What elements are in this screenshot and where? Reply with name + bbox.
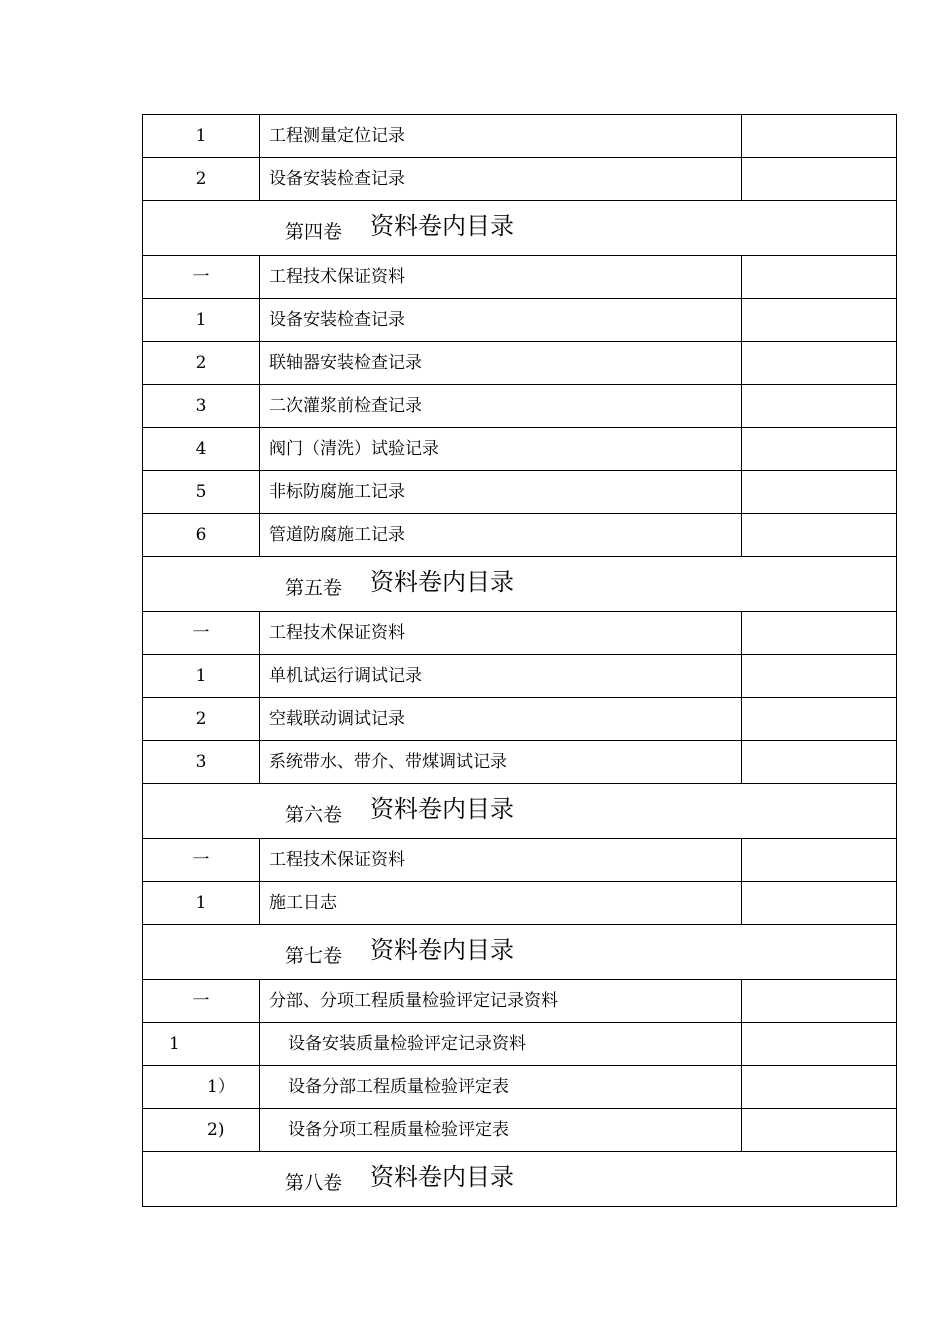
item-extra-cell [742,1109,897,1152]
item-number: 1 [143,655,260,698]
table-row [143,514,897,557]
volume-title: 资料卷内目录 [370,1163,515,1191]
item-title: 工程技术保证资料 [260,612,742,655]
contents-table [142,114,897,1207]
item-title: 设备分项工程质量检验评定表 [260,1109,742,1152]
table-row [143,698,897,741]
item-extra-cell [742,655,897,698]
volume-header-cell [143,784,897,839]
item-number: 5 [143,471,260,514]
item-extra-cell [742,428,897,471]
item-extra-cell [742,698,897,741]
table-row [143,882,897,925]
item-title: 施工日志 [260,882,742,925]
volume-number: 第七卷 [285,944,343,967]
item-title: 系统带水、带介、带煤调试记录 [260,741,742,784]
item-number: 3 [143,385,260,428]
item-number: 2) [143,1109,260,1152]
volume-header-row [143,925,897,980]
item-title: 分部、分项工程质量检验评定记录资料 [260,980,742,1023]
table-row [143,980,897,1023]
table-row [143,655,897,698]
item-title: 联轴器安装检查记录 [260,342,742,385]
item-number: 一 [143,839,260,882]
table-row [143,385,897,428]
table-row [143,612,897,655]
item-title: 阀门（清洗）试验记录 [260,428,742,471]
table-row [143,256,897,299]
volume-title: 资料卷内目录 [370,795,515,823]
item-title: 空载联动调试记录 [260,698,742,741]
volume-title: 资料卷内目录 [370,936,515,964]
volume-number: 第五卷 [285,576,343,599]
item-extra-cell [742,1066,897,1109]
table-row [143,741,897,784]
item-extra-cell [742,256,897,299]
item-extra-cell [742,115,897,158]
volume-header-cell [143,1152,897,1207]
volume-title: 资料卷内目录 [370,212,515,240]
item-extra-cell [742,839,897,882]
item-number: 2 [143,342,260,385]
item-number: 2 [143,698,260,741]
item-number: 一 [143,980,260,1023]
item-title: 设备安装检查记录 [260,158,742,201]
item-number: 1 [143,1023,260,1066]
table-row [143,1023,897,1066]
volume-header-cell [143,201,897,256]
item-number: 1 [143,115,260,158]
volume-header-row [143,557,897,612]
table-row [143,471,897,514]
item-number: 4 [143,428,260,471]
volume-title: 资料卷内目录 [370,568,515,596]
table-row [143,1109,897,1152]
item-title: 二次灌浆前检查记录 [260,385,742,428]
item-number: 2 [143,158,260,201]
item-extra-cell [742,158,897,201]
item-extra-cell [742,741,897,784]
item-title: 工程测量定位记录 [260,115,742,158]
item-extra-cell [742,342,897,385]
volume-header-row [143,1152,897,1207]
table-row [143,158,897,201]
item-extra-cell [742,385,897,428]
volume-header-cell [143,557,897,612]
item-number: 1 [143,882,260,925]
item-title: 管道防腐施工记录 [260,514,742,557]
item-extra-cell [742,980,897,1023]
table-row [143,1066,897,1109]
item-title: 工程技术保证资料 [260,839,742,882]
item-number: 一 [143,612,260,655]
item-number: 一 [143,256,260,299]
table-row [143,839,897,882]
item-title: 非标防腐施工记录 [260,471,742,514]
table-row [143,115,897,158]
item-number: 1） [143,1066,260,1109]
item-title: 设备分部工程质量检验评定表 [260,1066,742,1109]
volume-header-row [143,784,897,839]
item-title: 设备安装质量检验评定记录资料 [260,1023,742,1066]
item-extra-cell [742,299,897,342]
item-number: 3 [143,741,260,784]
item-extra-cell [742,514,897,557]
table-row [143,428,897,471]
item-title: 工程技术保证资料 [260,256,742,299]
item-extra-cell [742,1023,897,1066]
item-extra-cell [742,612,897,655]
item-number: 1 [143,299,260,342]
item-number: 6 [143,514,260,557]
table-row [143,342,897,385]
volume-header-row [143,201,897,256]
item-extra-cell [742,471,897,514]
volume-number: 第八卷 [285,1171,343,1194]
item-extra-cell [742,882,897,925]
item-title: 单机试运行调试记录 [260,655,742,698]
volume-number: 第四卷 [285,220,343,243]
table-row [143,299,897,342]
item-title: 设备安装检查记录 [260,299,742,342]
volume-header-cell [143,925,897,980]
volume-number: 第六卷 [285,803,343,826]
